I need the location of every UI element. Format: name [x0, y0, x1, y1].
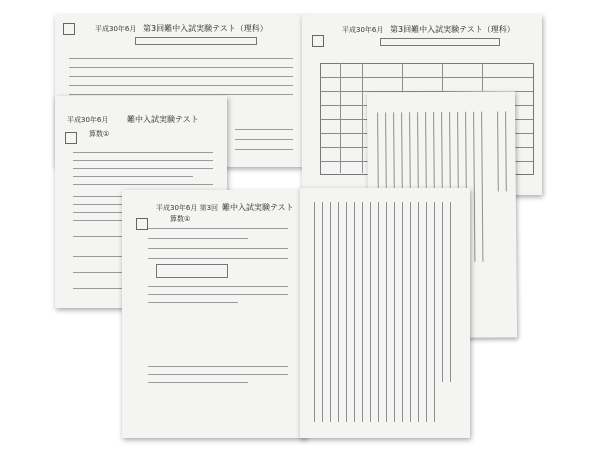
instruction-box	[380, 38, 500, 46]
sheet-front-left	[122, 190, 306, 438]
sheet-title: 難中入試実験テスト	[222, 203, 294, 212]
sheet-logo-icon	[63, 23, 75, 35]
sheet-front-right	[300, 188, 470, 438]
sheet-logo-icon	[65, 132, 77, 144]
instruction-box	[135, 37, 257, 45]
sheet-logo-icon	[312, 35, 324, 47]
sheet-subtitle: 算数①	[89, 130, 110, 138]
sheet-header: 平成30年6月	[95, 25, 137, 33]
sheet-title: 第3回難中入試実験テスト（理科）	[390, 25, 515, 34]
sheet-header: 平成30年6月	[342, 26, 384, 34]
sheet-title: 第3回難中入試実験テスト（理科）	[143, 24, 268, 33]
sheet-logo-icon	[136, 218, 148, 230]
sheet-title: 難中入試実験テスト	[127, 115, 199, 124]
sheet-header: 平成30年6月	[67, 116, 109, 124]
sheet-header: 平成30年6月 第3回	[156, 204, 219, 212]
sheet-subtitle: 算数①	[170, 215, 191, 223]
